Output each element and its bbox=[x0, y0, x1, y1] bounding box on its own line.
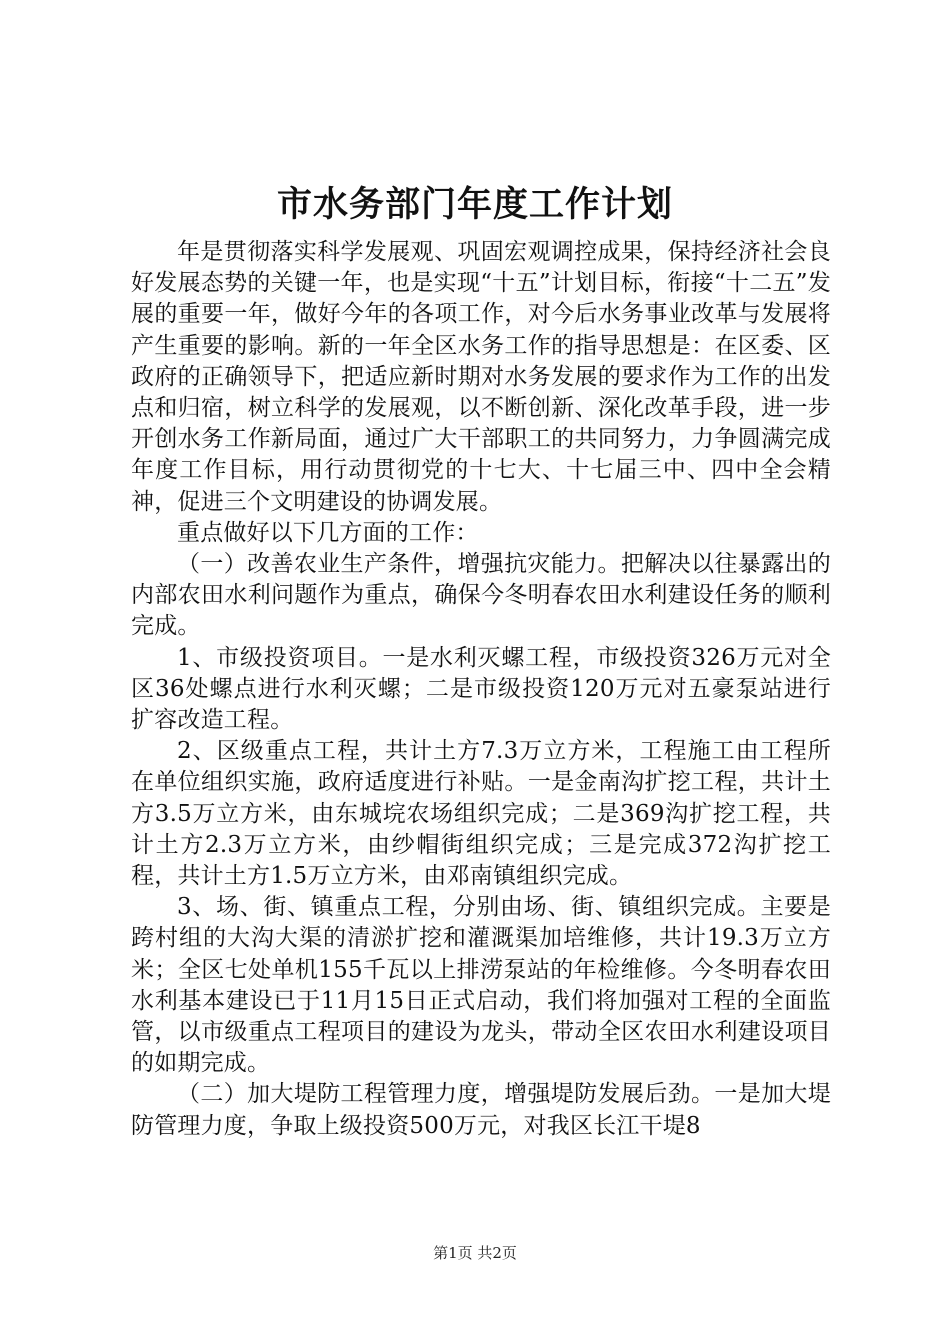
paragraph-item-1: 1、市级投资项目。一是水利灭螺工程，市级投资326万元对全区36处螺点进行水利灭螺；二是市级投资120万元对五豪泵站进行扩容改造工程。 bbox=[131, 644, 831, 734]
paragraph-section-1: （一）改善农业生产条件，增强抗灾能力。把解决以往暴露出的内部农田水利问题作为重点，确保今冬明春农田水利建设任务的顺利完成。 bbox=[131, 551, 831, 640]
paragraph-section-2: （二）加大堤防工程管理力度，增强堤防发展后劲。一是加大堤防管理力度，争取上级投资500万元，对我区长江干堤8 bbox=[131, 1081, 831, 1139]
document-body bbox=[131, 237, 831, 1142]
paragraph-item-3: 3、场、街、镇重点工程，分别由场、街、镇组织完成。主要是跨村组的大沟大渠的清淤扩挖和灌溉渠加培维修，共计19.3万立方米；全区七处单机155千瓦以上排涝泵站的年检维修。今冬明春农田水利基本建设已于11月15日正式启动，我们将加强对工程的全面监管，以市级重点工程项目的建设为龙头，带动全区农田水利建设项目的如期完成。 bbox=[131, 894, 831, 1077]
page-footer: 第1页 共2页 bbox=[433, 1244, 517, 1262]
paragraph-intro: 年是贯彻落实科学发展观、巩固宏观调控成果，保持经济社会良好发展态势的关键一年，也是实现“十五”计划目标，衔接“十二五”发展的重要一年，做好今年的各项工作，对今后水务事业改革与发展将产生重要的影响。新的一年全区水务工作的指导思想是：在区委、区政府的正确领导下，把适应新时期对水务发展的要求作为工作的出发点和归宿，树立科学的发展观，以不断创新、深化改革手段，进一步开创水务工作新局面，通过广大干部职工的共同努力，力争圆满完成年度工作目标，用行动贯彻党的十七大、十七届三中、四中全会精神，促进三个文明建设的协调发展。 bbox=[131, 239, 831, 515]
document-title: 市水务部门年度工作计划 bbox=[276, 184, 673, 225]
paragraph-item-2: 2、区级重点工程，共计土方7.3万立方米，工程施工由工程所在单位组织实施，政府适度进行补贴。一是金南沟扩挖工程，共计土方3.5万立方米，由东城垸农场组织完成；二是369沟扩挖工程，共计土方2.3万立方米，由纱帽街组织完成；三是完成372沟扩挖工程，共计土方1.5万立方米，由邓南镇组织完成。 bbox=[131, 738, 831, 890]
paragraph-key-work: 重点做好以下几方面的工作： bbox=[177, 519, 479, 546]
